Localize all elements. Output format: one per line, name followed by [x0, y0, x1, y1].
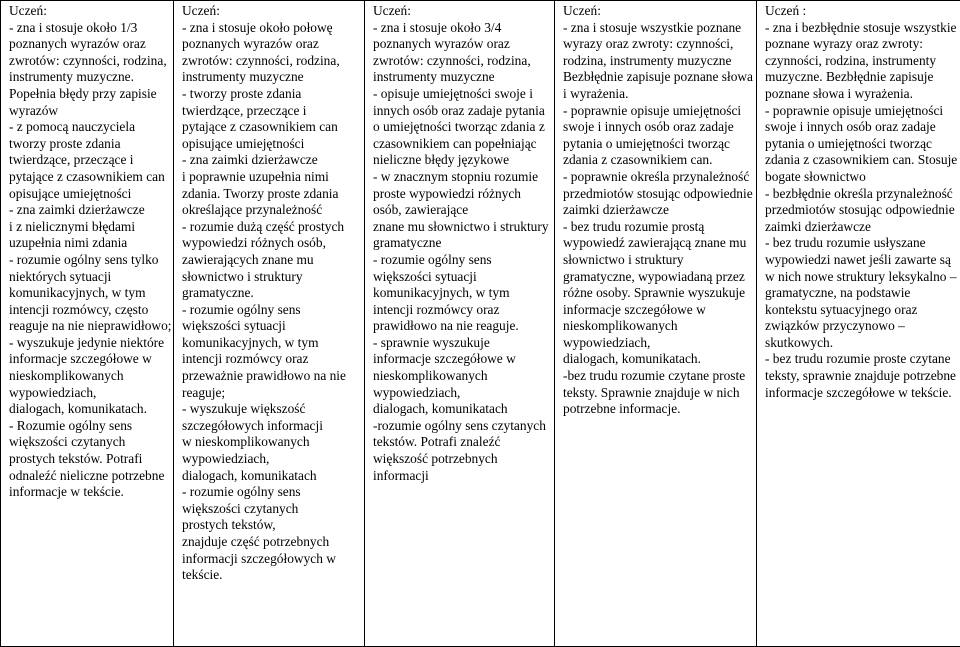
criteria-line: twierdzące, przeczące i: [9, 152, 134, 168]
criteria-line: przedmiotów stosując odpowiednie: [765, 202, 955, 218]
criteria-line: informacje szczegółowe w: [373, 351, 516, 367]
criteria-line: - wyszukuje jedynie niektóre: [9, 334, 165, 350]
criteria-line: intencji rozmówcy oraz: [182, 351, 309, 367]
criteria-line: informacje szczegółowe w: [563, 301, 706, 317]
criteria-line: informacje w tekście.: [9, 484, 124, 500]
criteria-line: wyrazów: [9, 102, 59, 118]
criteria-line: zwrotów: czynności, rodzina,: [9, 52, 167, 68]
criteria-line: - zna zaimki dzierżawcze: [9, 202, 145, 218]
grade-column-3: [365, 1, 555, 647]
criteria-line: wypowiedzi różnych osób,: [182, 235, 326, 251]
criteria-line: reaguje;: [182, 384, 226, 400]
criteria-line: zwrotów: czynności, rodzina,: [373, 52, 531, 68]
criteria-line: instrumenty muzyczne: [182, 69, 304, 85]
criteria-line: szczegółowych informacji: [182, 417, 323, 433]
criteria-line: znane mu słownictwo i struktury: [373, 218, 549, 234]
criteria-line: słownictwo i struktury: [182, 268, 303, 284]
criteria-line: Bezbłędnie zapisuje poznane słowa: [563, 69, 753, 85]
criteria-line: swoje i innych osób oraz zadaje: [563, 119, 734, 135]
criteria-line: uzupełnia nimi zdania: [9, 235, 128, 251]
criteria-line: - w znacznym stopniu rozumie: [373, 168, 539, 184]
criteria-line: i poprawnie uzupełnia nimi: [182, 168, 329, 184]
criteria-line: instrumenty muzyczne: [373, 69, 495, 85]
criteria-line: zdania z czasownikiem can. Stosuje: [765, 152, 958, 168]
criteria-line: informacje szczegółowe w tekście.: [765, 384, 952, 400]
criteria-line: dialogach, komunikatach.: [563, 351, 701, 367]
criteria-line: rodzina, instrumenty muzyczne: [563, 52, 732, 68]
criteria-line: zaimki dzierżawcze: [563, 202, 669, 218]
criteria-line: - bez trudu rozumie prostą: [563, 218, 705, 234]
criteria-line: -bez trudu rozumie czytane proste: [563, 368, 746, 384]
criteria-line: - zna i bezbłędnie stosuje wszystkie: [765, 19, 957, 35]
criteria-line: komunikacyjnych, w tym: [182, 334, 319, 350]
criteria-line: wypowiedź zawierającą znane mu: [563, 235, 747, 251]
criteria-line: większość potrzebnych: [373, 451, 498, 467]
criteria-line: poznane wyrazy oraz zwroty:: [765, 36, 924, 52]
column-heading: Uczeń:: [373, 3, 411, 18]
criteria-line: komunikacyjnych, w tym: [373, 285, 510, 301]
criteria-line: muzyczne. Bezbłędnie zapisuje: [765, 69, 934, 85]
criteria-line: czynności, rodzina, instrumenty: [765, 52, 937, 68]
criteria-line: poznane słowa i wyrażenia.: [765, 85, 913, 101]
grade-column-2: [174, 1, 365, 647]
criteria-line: dialogach, komunikatach: [182, 467, 317, 483]
criteria-line: prawidłowo na nie reaguje.: [373, 318, 519, 334]
criteria-line: - rozumie ogólny sens tylko: [9, 251, 159, 267]
criteria-line: wypowiedzi nawet jeśli zawarte są: [765, 251, 951, 267]
criteria-line: prostych tekstów,: [182, 517, 276, 533]
criteria-line: wypowiedziach,: [9, 384, 97, 400]
criteria-line: nieliczne błędy językowe: [373, 152, 510, 168]
criteria-line: większości sytuacji: [373, 268, 477, 284]
grade-column-4: [555, 1, 757, 647]
criteria-line: poznanych wyrazów oraz: [373, 36, 510, 52]
criteria-line: znajduje część potrzebnych: [182, 534, 330, 549]
criteria-line: i wyrażenia.: [563, 85, 629, 101]
grade-column-5: [757, 1, 960, 647]
criteria-line: określające przynależność: [182, 202, 323, 218]
criteria-line: informacji szczegółowych w: [182, 550, 336, 566]
criteria-line: - rozumie ogólny sens: [373, 251, 492, 267]
criteria-line: tekście.: [182, 567, 223, 583]
criteria-line: intencji rozmówcy oraz: [373, 301, 500, 317]
criteria-line: intencji rozmówcy, często: [9, 301, 149, 317]
criteria-line: pytające z czasownikiem can: [9, 168, 165, 184]
criteria-line: dialogach, komunikatach: [373, 401, 508, 417]
criteria-line: tworzy proste zdania: [9, 135, 121, 151]
criteria-line: innych osób oraz zadaje pytania: [373, 102, 545, 118]
criteria-line: nieskomplikowanych: [563, 318, 678, 334]
criteria-line: poznanych wyrazów oraz: [182, 36, 319, 52]
criteria-line: informacji: [373, 467, 429, 483]
criteria-line: gramatyczne.: [182, 285, 254, 301]
criteria-line: - opisuje umiejętności swoje i: [373, 85, 533, 101]
criteria-line: zawierających znane mu: [182, 251, 314, 267]
column-heading: Uczeń:: [182, 3, 220, 18]
criteria-line: -rozumie ogólny sens czytanych: [373, 417, 546, 433]
criteria-line: wyrazy oraz zwroty: czynności,: [563, 36, 734, 52]
table-row: [1, 1, 960, 647]
criteria-line: twierdzące, przeczące i: [182, 102, 307, 118]
criteria-line: - zna i stosuje wszystkie poznane: [563, 19, 742, 35]
criteria-line: - poprawnie opisuje umiejętności: [563, 102, 742, 118]
criteria-line: informacje szczegółowe w: [9, 351, 152, 367]
criteria-line: - rozumie dużą część prostych: [182, 218, 345, 234]
criteria-line: - bez trudu rozumie usłyszane: [765, 235, 926, 251]
criteria-line: osób, zawierające: [373, 202, 469, 218]
criteria-line: pytania o umiejętności tworząc: [563, 135, 730, 151]
criteria-line: - zna i stosuje około 3/4: [373, 19, 502, 35]
criteria-line: czasownikiem can popełniając: [373, 135, 537, 151]
criteria-line: gramatyczne, na podstawie: [765, 285, 911, 301]
criteria-line: swoje i innych osób oraz zadaje: [765, 119, 936, 135]
criteria-line: i z nielicznymi błędami: [9, 218, 136, 234]
criteria-line: - sprawnie wyszukuje: [373, 334, 490, 350]
criteria-line: - poprawnie określa przynależność: [563, 168, 750, 184]
criteria-line: odnaleźć nieliczne potrzebne: [9, 467, 165, 483]
column-heading: Uczeń:: [563, 3, 601, 18]
criteria-line: większości sytuacji: [182, 318, 286, 334]
criteria-line: wypowiedziach,: [182, 451, 270, 467]
criteria-line: teksty, sprawnie znajduje potrzebne: [765, 368, 956, 384]
criteria-line: przeważnie prawidłowo na nie: [182, 368, 346, 384]
column-heading: Uczeń:: [9, 3, 47, 18]
criteria-line: pytające z czasownikiem can: [182, 119, 338, 135]
criteria-line: potrzebne informacje.: [563, 401, 681, 417]
criteria-line: różne osoby. Sprawnie wyszukuje: [563, 285, 746, 301]
criteria-line: - bezbłędnie określa przynależność: [765, 185, 953, 201]
criteria-line: w nich nowe struktury leksykalno –: [765, 268, 957, 284]
criteria-line: - zna i stosuje około 1/3: [9, 19, 138, 35]
criteria-line: zaimki dzierżawcze: [765, 218, 871, 234]
criteria-line: - Rozumie ogólny sens: [9, 417, 133, 433]
criteria-line: pytania o umiejętności tworząc: [765, 135, 932, 151]
criteria-line: - rozumie ogólny sens: [182, 484, 301, 500]
criteria-line: komunikacyjnych, w tym: [9, 285, 146, 301]
criteria-line: poznanych wyrazów oraz: [9, 36, 146, 52]
criteria-line: większości czytanych: [9, 434, 126, 450]
criteria-line: słownictwo i struktury: [563, 251, 684, 267]
criteria-line: w nieskomplikowanych: [182, 434, 310, 450]
criteria-line: o umiejętności tworząc zdania z: [373, 119, 545, 135]
criteria-line: tekstów. Potrafi znaleźć: [373, 434, 501, 450]
criteria-line: zdania. Tworzy proste zdania: [182, 185, 339, 201]
criteria-line: instrumenty muzyczne.: [9, 69, 134, 85]
criteria-line: - bez trudu rozumie proste czytane: [765, 351, 951, 367]
criteria-line: teksty. Sprawnie znajduje w nich: [563, 384, 740, 400]
criteria-line: gramatyczne: [373, 235, 442, 251]
criteria-line: skutkowych.: [765, 334, 834, 350]
criteria-line: prostych tekstów. Potrafi: [9, 451, 143, 467]
criteria-line: zdania z czasownikiem can.: [563, 152, 713, 168]
criteria-line: związków przyczynowo –: [765, 318, 905, 334]
criteria-line: opisujące umiejętności: [9, 185, 132, 201]
criteria-line: nieskomplikowanych: [373, 368, 488, 384]
criteria-line: - zna zaimki dzierżawcze: [182, 152, 318, 168]
criteria-line: proste wypowiedzi różnych: [373, 185, 521, 201]
criteria-line: - rozumie ogólny sens: [182, 301, 301, 317]
criteria-line: większości czytanych: [182, 500, 299, 516]
criteria-line: wypowiedziach,: [563, 334, 651, 350]
criteria-line: kontekstu sytuacyjnego oraz: [765, 301, 918, 317]
column-heading: Uczeń :: [765, 3, 807, 18]
criteria-line: dialogach, komunikatach.: [9, 401, 147, 417]
criteria-line: bogate słownictwo: [765, 168, 866, 184]
criteria-line: niektórych sytuacji: [9, 268, 112, 284]
criteria-line: wypowiedziach,: [373, 384, 461, 400]
criteria-line: - zna i stosuje około połowę: [182, 19, 333, 35]
criteria-line: - wyszukuje większość: [182, 401, 306, 417]
criteria-line: gramatyczne, wypowiadaną przez: [563, 268, 745, 284]
grade-column-1: [1, 1, 174, 647]
criteria-line: opisujące umiejętności: [182, 135, 305, 151]
criteria-line: przedmiotów stosując odpowiednie: [563, 185, 753, 201]
criteria-line: Popełnia błędy przy zapisie: [9, 85, 157, 101]
criteria-line: - poprawnie opisuje umiejętności: [765, 102, 944, 118]
criteria-line: - z pomocą nauczyciela: [9, 119, 136, 135]
criteria-line: nieskomplikowanych: [9, 368, 124, 384]
criteria-line: zwrotów: czynności, rodzina,: [182, 52, 340, 68]
criteria-line: reaguje na nie nieprawidłowo;: [9, 318, 172, 334]
criteria-line: - tworzy proste zdania: [182, 85, 302, 101]
